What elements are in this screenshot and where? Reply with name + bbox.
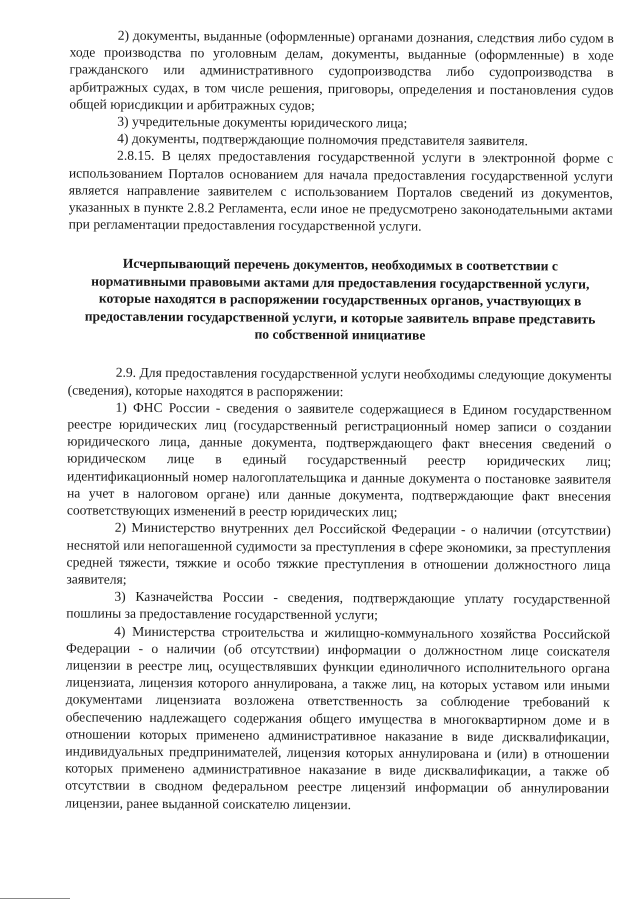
paragraph-fns: 1) ФНС России - сведения о заявителе содержащиеся в Едином государственном реестре юридических лиц (государственный регистрационный номер записи о создании юридического лица, данные документа, подтверждающего факт внесения сведений о юридическом лице в единый государственный реестр юридических лиц; идентификационный номер налогоплательщика и данные документа о постановке заявителя на учет в налоговом органе) или данные документа, подтверждающие факт внесения соответствующих изменений в реестр юридических лиц; <box>67 398 612 522</box>
paragraph-treasury: 3) Казначейства России - сведения, подтверждающие уплату государственной пошлины за предоставление государственной услуги; <box>66 588 610 626</box>
paragraph-item-3-founding-documents: 3) учредительные документы юридического лица; <box>69 112 613 133</box>
section-heading: Исчерпывающий перечень документов, необходимых в соответствии с нормативными правовыми актами для предоставления государственной услуги, которые находятся в распоряжении государственных органов, участвующих в предоставлении государственной услуги, и которые заявитель вправе представить по собственной инициативе <box>68 255 613 345</box>
paragraph-item-4-representative-documents: 4) документы, подтверждающие полномочия представителя заявителя. <box>69 130 613 151</box>
paragraph-minstroy: 4) Министерства строительства и жилищно-коммунального хозяйства Российской Федерации - о наличии (об отсутствии) информации о должностном лице соискателя лицензии в реестре лиц, осуществлявших функции единоличного исполнительного органа лицензиата, лицензия которого аннулирована, а также лиц, на которых уставом или иными документами лицензиата возложена ответственность за соблюдение требований к обеспечению надлежащего содержания общего имущества в многоквартирном доме и в отношении которых применено административное наказание в виде дисквалификации, индивидуальных предпринимателей, лицензия которых аннулирована и (или) в отношении которых применено административное наказание в виде дисквалификации, а также об отсутствии в сводном федеральном реестре лицензий информации об аннулировании лицензии, ранее выданной соискателю лицензии. <box>65 622 610 815</box>
paragraph-item-2-court-documents: 2) документы, выданные (оформленные) органами дознания, следствия либо судом в ходе производства по уголовным делам, документы, выданные (оформленные) в ходе гражданского или административного судопроизводства либо судопроизводства в арбитражных судах, в том числе решения, приговоры, определения и постановления судов общей юрисдикции и арбитражных судов; <box>69 26 614 115</box>
paragraph-2-8-15: 2.8.15. В целях предоставления государственной услуги в электронной форме с использованием Порталов основанием для начала предоставления государственной услуги является направление заявителем с использованием Порталов сведений из документов, указанных в пункте 2.8.2 Регламента, если иное не предусмотрено законодательными актами при регламентации предоставления государственной услуги. <box>69 147 614 236</box>
paragraph-mvd: 2) Министерство внутренних дел Российской Федерации - о наличии (отсутствии) неснятой или непогашенной судимости за преступления в сфере экономики, за преступления средней тяжести, тяжкие и особо тяжкие преступления в отношении должностного лица заявителя; <box>66 519 610 591</box>
page-edge-line <box>0 898 70 899</box>
paragraph-2-9: 2.9. Для предоставления государственной услуги необходимы следующие документы (сведения), которые находятся в распоряжении: <box>68 364 612 402</box>
